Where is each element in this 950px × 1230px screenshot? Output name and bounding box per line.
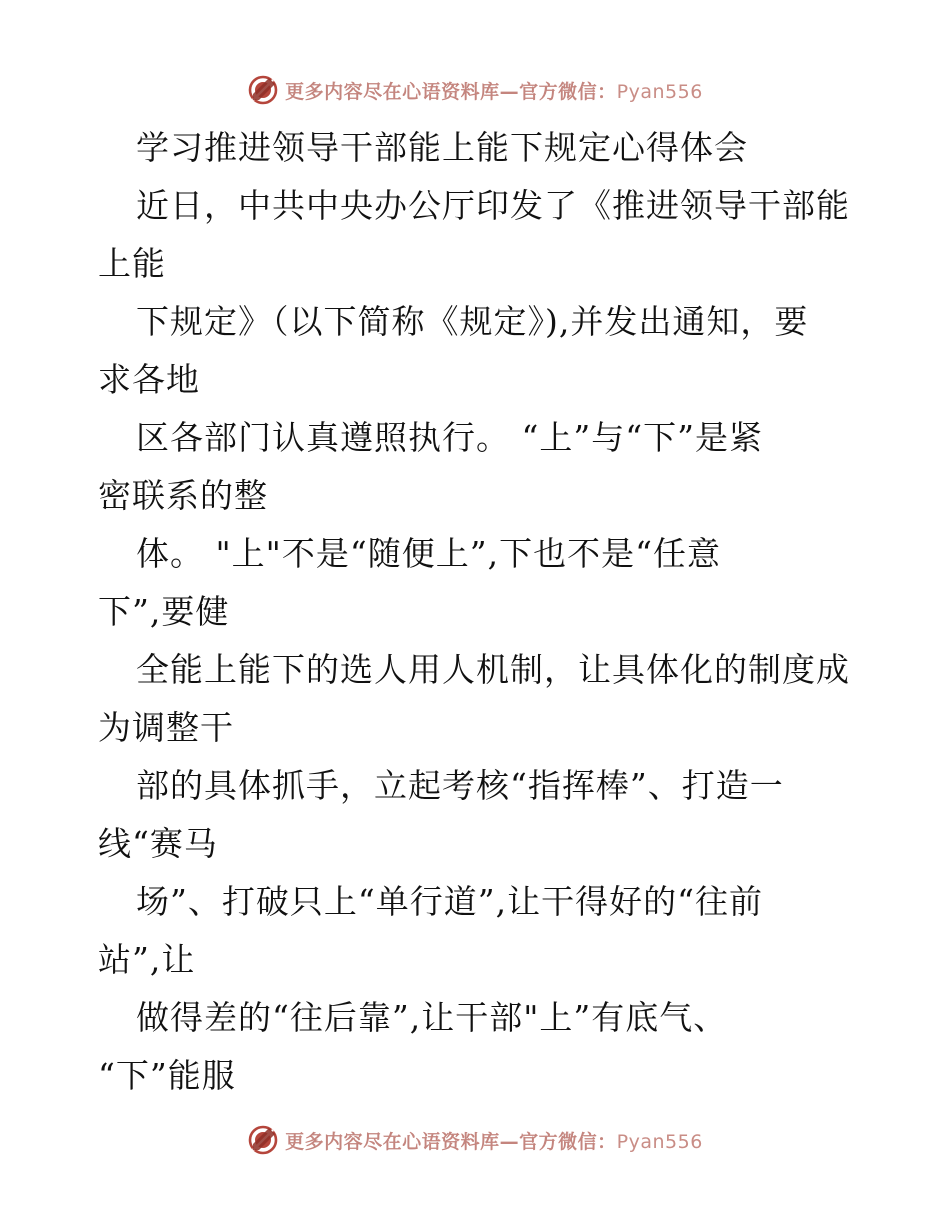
paragraph-line: 为调整干 — [98, 708, 234, 747]
paragraph-line: 下规定》（以下简称《规定》),并发出通知，要 — [136, 302, 809, 341]
watermark-text: 更多内容尽在心语资料库—官方微信：Pyan556 — [285, 80, 703, 103]
paragraph-line: “下”能服 — [98, 1056, 236, 1095]
paragraph-line: 线“赛马 — [98, 824, 218, 863]
paragraph-line: 部的具体抓手，立起考核“指挥棒”、打造一 — [136, 766, 784, 805]
paragraph-line: 全能上能下的选人用人机制，让具体化的制度成 — [136, 650, 850, 689]
paragraph-line: 下”,要健 — [98, 592, 230, 631]
paragraph-line: 区各部门认真遵照执行。 “上”与“下”是紧 — [136, 418, 763, 457]
pen-logo-icon — [247, 74, 279, 106]
header-watermark — [0, 72, 950, 108]
paragraph-line: 站”,让 — [98, 940, 196, 979]
document-title: 学习推进领导干部能上能下规定心得体会 — [136, 128, 748, 167]
paragraph-line: 场”、打破只上“单行道”,让干得好的“往前 — [136, 882, 763, 921]
paragraph-line: 近日，中共中央办公厅印发了《推进领导干部能 — [136, 186, 850, 225]
paragraph-line: 求各地 — [98, 360, 200, 399]
watermark-text: 更多内容尽在心语资料库—官方微信：Pyan556 — [285, 1130, 703, 1153]
paragraph-line: 密联系的整 — [98, 476, 268, 515]
paragraph-line: 做得差的“往后靠”,让干部"上”有底气、 — [136, 998, 728, 1037]
footer-watermark — [0, 1122, 950, 1158]
pen-logo-icon — [247, 1124, 279, 1156]
paragraph-line: 体。 "上"不是“随便上”,下也不是“任意 — [136, 534, 721, 573]
paragraph-line: 上能 — [98, 244, 166, 283]
